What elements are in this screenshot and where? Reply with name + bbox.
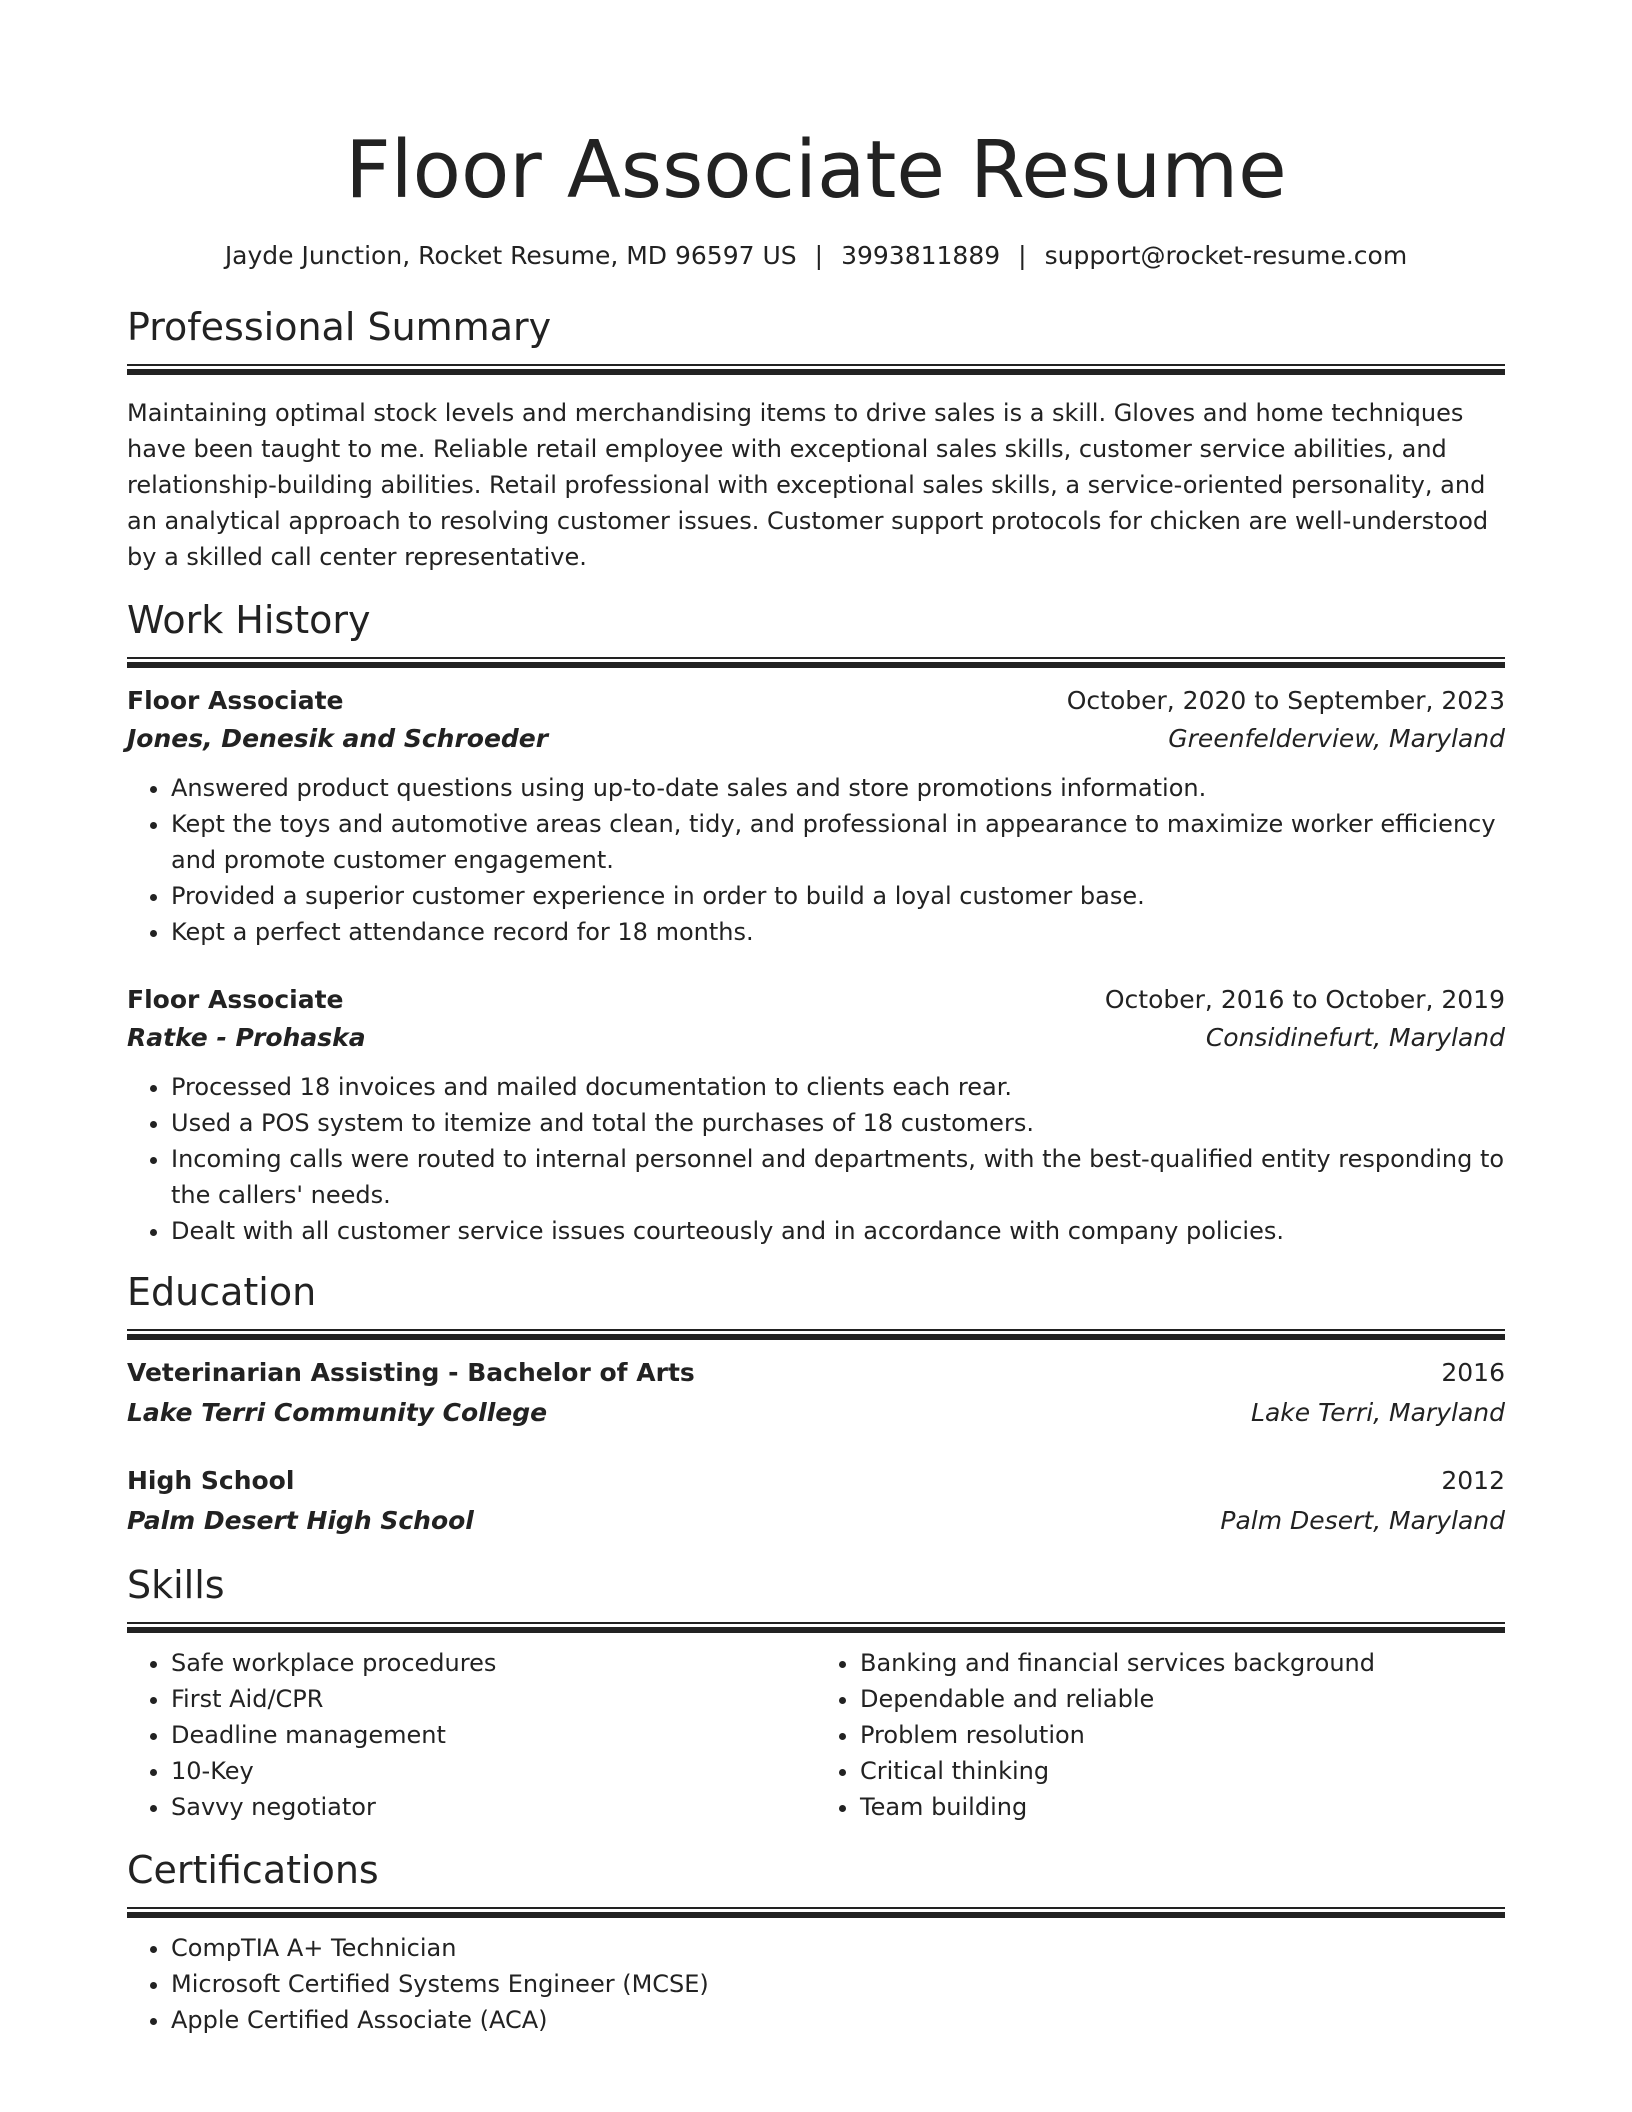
section-divider [127,1329,1505,1340]
education-location: Palm Desert, Maryland [1220,1506,1505,1535]
list-item: • Incoming calls were routed to internal personnel and departments, with the best-qualified entity responding to the callers' needs. [171,1141,1505,1213]
job-bullets [127,1069,1505,1249]
job-title: Floor Associate [127,985,344,1014]
list-item: • Kept the toys and automotive areas clean, tidy, and professional in appearance to maximize worker efficiency and promote customer engagement. [171,806,1505,878]
list-item: • Dependable and reliable [860,1681,1505,1717]
list-item: • Team building [860,1789,1505,1825]
certifications-heading: Certifications [127,1848,379,1892]
resume-title: Floor Associate Resume [345,124,1287,216]
contact-email: support@rocket-resume.com [1044,241,1408,270]
education-entry [127,1462,1505,1540]
job-entry [127,981,1505,1249]
contact-line [127,238,1505,274]
education-header [127,1354,1505,1392]
education-entry [127,1354,1505,1432]
section-divider [127,657,1505,668]
contact-address: Jayde Junction, Rocket Resume, MD 96597 US [224,241,797,270]
certifications-list [127,1930,1505,2038]
education-year: 2012 [1441,1466,1505,1495]
job-company: Jones, Denesik and Schroeder [127,724,549,753]
education-degree: Veterinarian Assisting - Bachelor of Arts [127,1358,695,1387]
education-degree: High School [127,1466,295,1495]
list-item: • Provided a superior customer experience in order to build a loyal customer base. [171,878,1505,914]
list-item: • Answered product questions using up-to-date sales and store promotions information. [171,770,1505,806]
contact-phone: 3993811889 [841,241,1001,270]
education-location: Lake Terri, Maryland [1251,1398,1505,1427]
job-header [127,981,1505,1019]
job-title: Floor Associate [127,686,344,715]
skills-heading: Skills [127,1563,225,1607]
work-section [127,597,1505,1249]
list-item: • Savvy negotiator [171,1789,816,1825]
job-header [127,682,1505,720]
list-item: • Dealt with all customer service issues courteously and in accordance with company policies. [171,1213,1505,1249]
summary-section [127,304,1505,575]
contact-separator: | [1018,241,1027,270]
section-divider [127,1622,1505,1633]
job-company: Ratke - Prohaska [127,1023,366,1052]
job-subheader [127,1019,1505,1057]
education-section [127,1269,1505,1540]
list-item: • Microsoft Certified Systems Engineer (MCSE) [171,1966,1505,2002]
summary-heading: Professional Summary [127,305,552,349]
list-item: • 10-Key [171,1753,816,1789]
job-subheader [127,720,1505,758]
education-year: 2016 [1441,1358,1505,1387]
list-item: • First Aid/CPR [171,1681,816,1717]
job-dates: October, 2020 to September, 2023 [1066,686,1505,715]
education-subheader [127,1502,1505,1540]
list-item: • Safe workplace procedures [171,1645,816,1681]
section-divider [127,1907,1505,1918]
skills-list-right [816,1645,1505,1825]
skills-list-left [127,1645,816,1825]
education-school: Palm Desert High School [127,1506,474,1535]
list-item: • CompTIA A+ Technician [171,1930,1505,1966]
certifications-section [127,1847,1505,2038]
list-item: • Deadline management [171,1717,816,1753]
list-item: • Processed 18 invoices and mailed documentation to clients each rear. [171,1069,1505,1105]
skills-columns [127,1633,1505,1825]
list-item: • Banking and financial services background [860,1645,1505,1681]
list-item: • Used a POS system to itemize and total the purchases of 18 customers. [171,1105,1505,1141]
job-location: Greenfelderview, Maryland [1168,724,1505,753]
contact-separator: | [814,241,824,270]
job-bullets [127,770,1505,950]
job-location: Considinefurt, Maryland [1205,1023,1505,1052]
work-heading: Work History [127,598,371,642]
job-dates: October, 2016 to October, 2019 [1104,985,1505,1014]
job-entry [127,682,1505,950]
summary-text: Maintaining optimal stock levels and merchandising items to drive sales is a skill. Gloves and home techniques have been taught to me. Reliable retail employee with exceptional sales skills, customer service abilities, and relationship-building abilities. Retail professional with exceptional sales skills, a service-oriented personality, and an analytical approach to resolving customer issues. Customer support protocols for chicken are well-understood by a skilled call center representative. [127,399,1489,571]
skills-section [127,1562,1505,1825]
education-heading: Education [127,1270,317,1314]
education-subheader [127,1394,1505,1432]
list-item: • Kept a perfect attendance record for 18 months. [171,914,1505,950]
section-divider [127,364,1505,375]
list-item: • Critical thinking [860,1753,1505,1789]
education-header [127,1462,1505,1500]
education-school: Lake Terri Community College [127,1398,548,1427]
list-item: • Apple Certified Associate (ACA) [171,2002,1505,2038]
list-item: • Problem resolution [860,1717,1505,1753]
